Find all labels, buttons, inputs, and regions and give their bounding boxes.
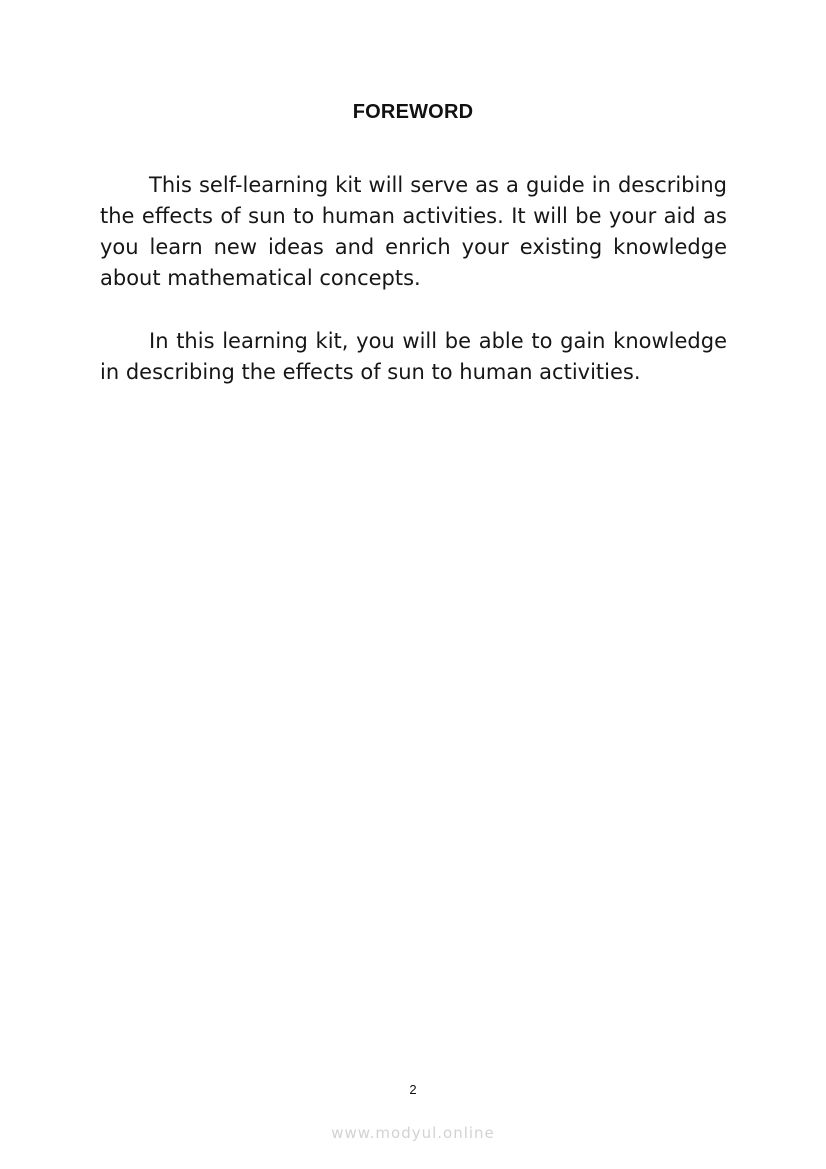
paragraph-container-2 <box>100 326 727 388</box>
paragraph-container-1 <box>100 170 727 294</box>
paragraph: This self-learning kit will serve as a guide in describing the effects of sun to human activities. It will be your aid as you learn new ideas and enrich your existing knowledge about mathematical concepts. <box>100 173 727 290</box>
page-number: 2 <box>409 1082 417 1097</box>
page-title: FOREWORD <box>352 101 474 123</box>
paragraph: In this learning kit, you will be able to gain knowledge in describing the effects of sun to human activities. <box>100 329 727 384</box>
watermark: www.modyul.online <box>331 1124 495 1142</box>
